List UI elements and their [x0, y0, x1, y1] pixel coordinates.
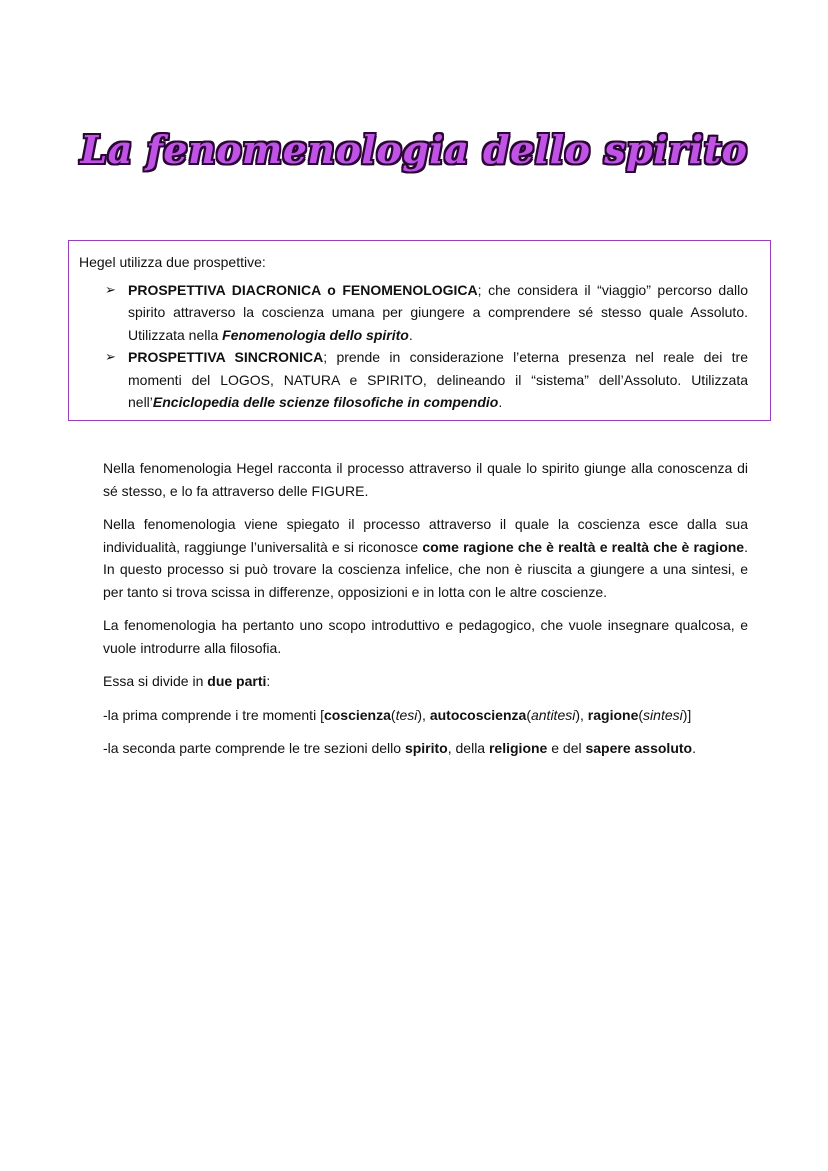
- arrow-bullet-icon: ➢: [105, 281, 116, 297]
- page-title: La fenomenologia dello spirito: [80, 127, 748, 173]
- paragraph-3: La fenomenologia ha pertanto uno scopo introduttivo e pedagogico, che vuole insegnare qualcosa, e vuole introdurre alla filosofia.: [103, 617, 748, 656]
- perspectives-list: [79, 279, 748, 414]
- main-content: [103, 457, 748, 771]
- work-title: Fenomenologia dello spirito: [222, 326, 409, 343]
- paragraph-1: Nella fenomenologia Hegel racconta il processo attraverso il quale lo spirito giunge alla conoscenza di sé stesso, e lo fa attraverso delle FIGURE.: [103, 460, 748, 499]
- paragraph-4: Essa si divide in due parti:: [103, 673, 271, 689]
- box-intro: Hegel utilizza due prospettive:: [79, 254, 266, 270]
- perspectives-box: [68, 240, 771, 421]
- list-item-synchronic: ➢ PROSPETTIVA SINCRONICA; prende in considerazione l’eterna presenza nel reale dei tre momenti del LOGOS, NATURA e SPIRITO, delineando il “sistema” dell’Assoluto. Utilizzata nell’Enciclopedia delle scienze filosofiche in compendio.: [79, 346, 748, 414]
- paragraph-5: -la prima comprende i tre momenti [coscienza(tesi), autocoscienza(antitesi), ragione(sintesi)]: [103, 706, 692, 723]
- arrow-bullet-icon: ➢: [105, 349, 116, 364]
- list-item-diachronic: ➢ PROSPETTIVA DIACRONICA o FENOMENOLOGICA; che considera il “viaggio” percorso dallo spirito attraverso la coscienza umana per giungere a comprendere sé stesso quale Assoluto. Utilizzata nella Fenomenologia dello spirito.: [79, 279, 748, 347]
- paragraph-2: Nella fenomenologia viene spiegato il processo attraverso il quale la coscienza esce dalla sua individualità, raggiunge l’universalità e si riconosce come ragione che è realtà e realtà che è ragione. In questo processo si può trovare la coscienza infelice, che non è riuscita a giungere a una sintesi, e per tanto si trova scissa in differenze, opposizioni e in lotta con le altre coscienze.: [103, 516, 748, 600]
- perspective-heading: PROSPETTIVA DIACRONICA o FENOMENOLOGICA: [128, 281, 478, 298]
- work-title: Enciclopedia delle scienze filosofiche in compendio: [152, 394, 499, 410]
- perspective-heading: PROSPETTIVA SINCRONICA: [128, 349, 324, 365]
- paragraph-6: -la seconda parte comprende le tre sezioni dello spirito, della religione e del sapere assoluto.: [103, 740, 696, 756]
